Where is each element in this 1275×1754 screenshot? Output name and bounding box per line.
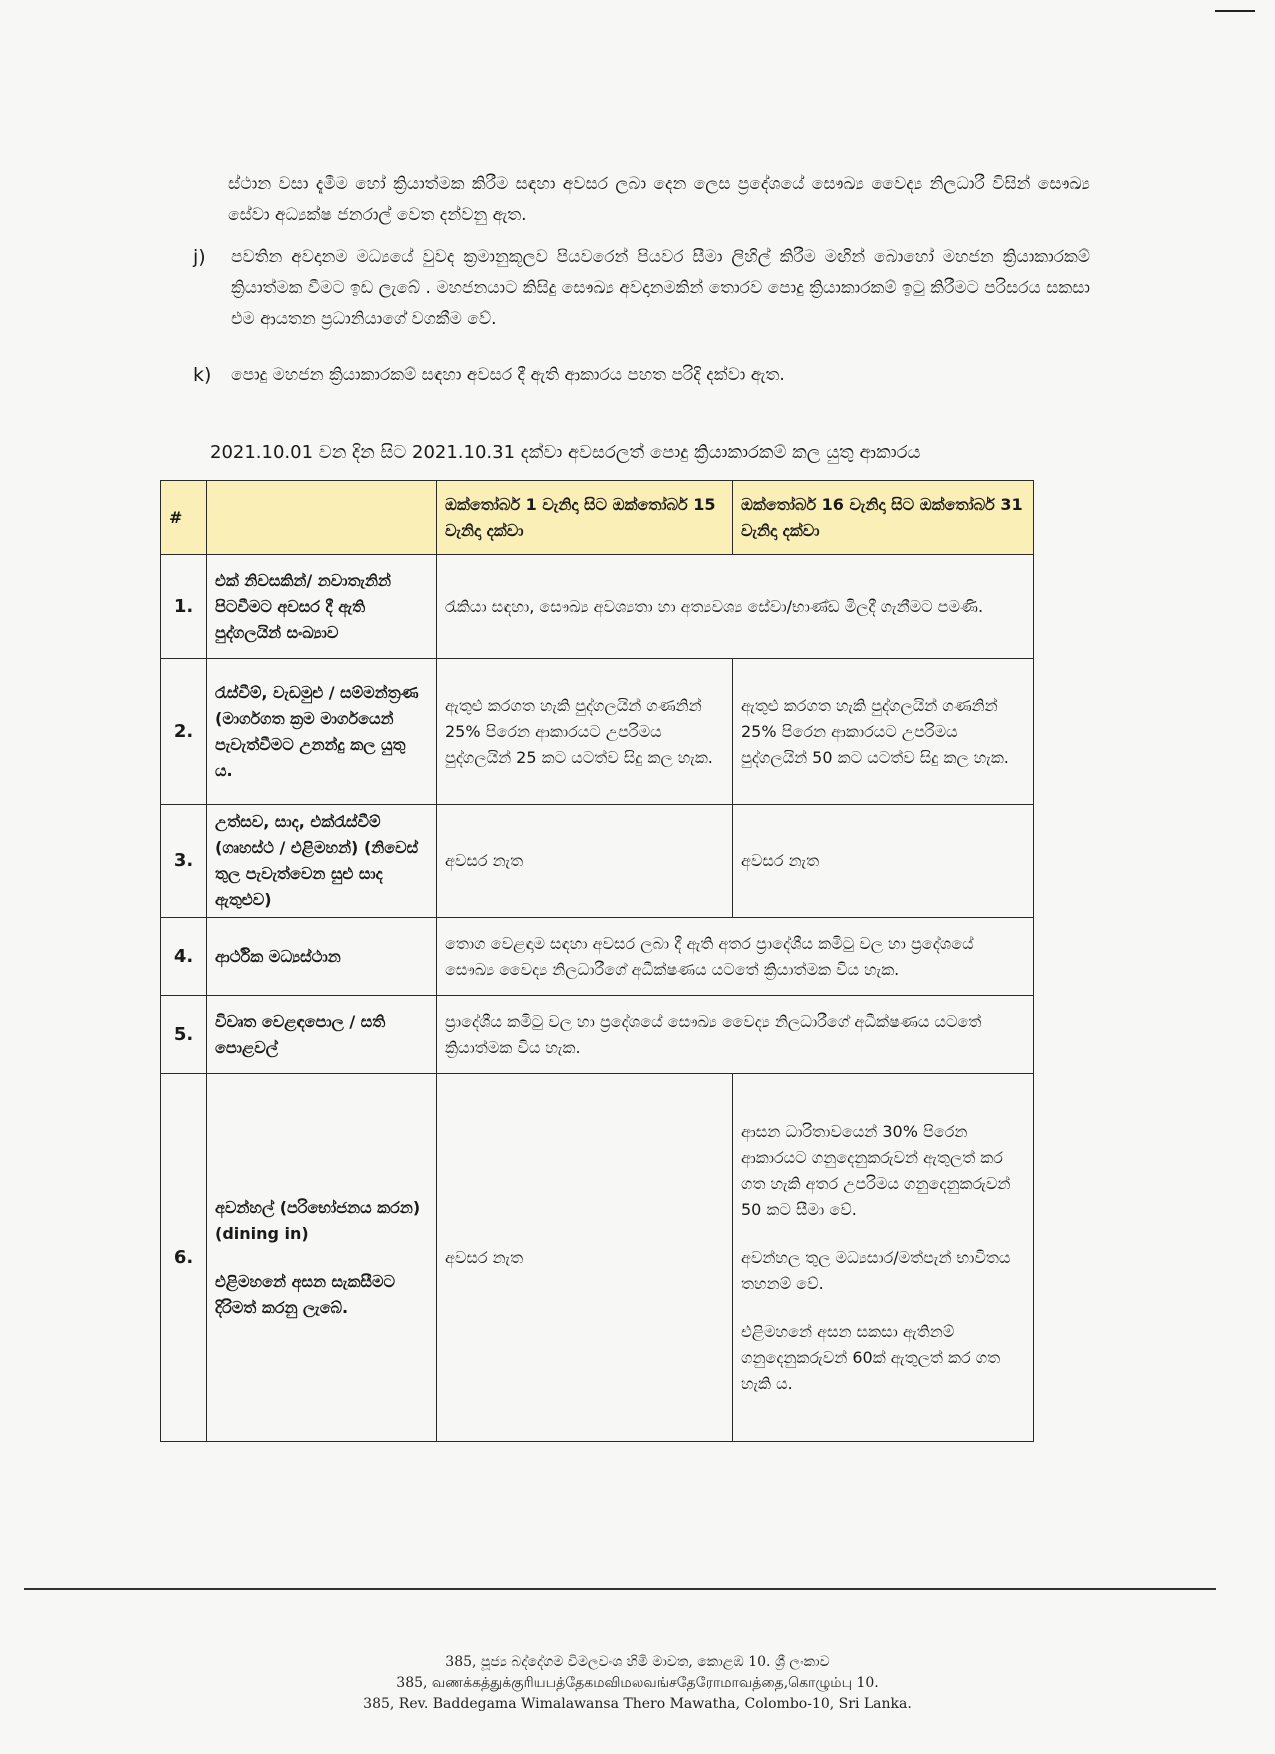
corner-mark	[1215, 10, 1255, 12]
row-number: 2.	[161, 659, 207, 805]
table-header-row	[161, 481, 1034, 555]
row-period-1-value: අවසර නැත	[437, 805, 733, 918]
table-row	[161, 555, 1034, 659]
row-subject: ආර්ථික මධ්‍යස්ථාන	[207, 918, 437, 996]
row-subject: එක් නිවසකින්/ නවාතැනින් පිටවීමට අවසර දී ඇති පුද්ගලයින් සංඛ්‍යාව	[207, 555, 437, 659]
header-number: #	[161, 481, 207, 555]
activities-table	[160, 480, 1034, 1442]
table-row	[161, 659, 1034, 805]
footer-address-english: 385, Rev. Baddegama Wimalawansa Thero Mawatha, Colombo-10, Sri Lanka.	[363, 1696, 912, 1712]
row-number: 1.	[161, 555, 207, 659]
row-number: 3.	[161, 805, 207, 918]
row-period-1-value: අවසර නැත	[437, 1074, 733, 1442]
row-number: 6.	[161, 1074, 207, 1442]
row-period-2-value	[733, 1074, 1034, 1442]
row-period-2-value: ඇතුළු කරගත හැකි පුද්ගලයින් ගණනින් 25% පිරෙන ආකාරයට උපරිමය පුද්ගලයින් 50 කට යටත්ව සිදු කල හැක.	[733, 659, 1034, 805]
list-label: j)	[193, 246, 206, 268]
row-subject	[207, 1074, 437, 1442]
row-number: 5.	[161, 996, 207, 1074]
row-number: 4.	[161, 918, 207, 996]
row-period-2-line: එළිමහනේ අසන සකසා ඇතිනම් ගනුදෙනුකරුවන් 60ක් ඇතුලත් කර ගත හැකි ය.	[741, 1321, 1001, 1393]
header-subject	[207, 481, 437, 555]
row-subject-line: එළිමහනේ අසන සැකසීමට දිරිමත් කරනු ලැබේ.	[215, 1271, 395, 1317]
row-period-2-line: ආසන ධාරිතාවයෙන් 30% පිරෙන ආකාරයට ගනුදෙනුකරුවන් ඇතුලත් කර ගත හැකි අතර උපරිමය ගනුදෙනුකරුවන් 50 කට සීමා වේ.	[741, 1121, 1011, 1219]
list-text: පවතින අවදානම මධ්‍යයේ වුවද ක්‍රමානුකූලව පියවරෙන් පියවර සීමා ලිහිල් කිරීම මඟින් බොහෝ මහජන ක්‍රියාකාරකම් ක්‍රියාත්මක වීමට ඉඩ ලැබේ . මහජනයාට කිසිදු සෞඛ්‍ය අවදානමකින් තොරව පොදු ක්‍රියාකාරකම් ඉටු කිරීමට පරිසරය සකසා එම ආයතන ප්‍රධානියාගේ වගකීම වේ.	[231, 247, 1090, 329]
table-row	[161, 996, 1034, 1074]
row-merged-value: ප්‍රාදේශීය කමිටු වල හා ප්‍රදේශයේ සෞඛ්‍ය වෛද්‍ය නිලධාරීගේ අධීක්ෂණය යටතේ ක්‍රියාත්මක විය හැක.	[437, 996, 1034, 1074]
row-subject: විවෘත වෙළඳපොල / සති පොළවල්	[207, 996, 437, 1074]
footer-address-sinhala: 385, පූජ්‍ය බද්දේගම විමලවංශ හිමි මාවත, කොළඹ 10. ශ්‍රී ලංකාව	[445, 1654, 830, 1670]
list-label: k)	[193, 364, 212, 386]
row-merged-value: තොග වෙළඳාම සඳහා අවසර ලබා දී ඇති අතර ප්‍රාදේශීය කමිටු වල හා ප්‍රදේශයේ සෞඛ්‍ය වෛද්‍ය නිලධාරීගේ අධීක්ෂණය යටතේ ක්‍රියාත්මක විය හැක.	[437, 918, 1034, 996]
table-title: 2021.10.01 වන දින සිට 2021.10.31 දක්වා අවසරලත් පොදු ක්‍රියාකාරකම් කල යුතු ආකාරය	[210, 442, 921, 463]
footer-address-tamil: 385, வணக்கத்துக்குரியபத்தேகமவிமலவங்சதேரோமாவத்தை,கொழும்பு 10.	[396, 1675, 879, 1691]
row-period-2-line: අවන්හල තුල මධ්‍යසාර/මත්පැන් භාවිතය තහනම් වේ.	[741, 1247, 1011, 1293]
footer-address	[0, 1652, 1275, 1715]
row-subject: රැස්වීම්, වැඩමුළු / සම්මන්ත්‍රණ (මාර්ගගත ක්‍රම මාර්ගයෙන් පැවැත්වීමට උනන්දු කල යුතු ය.	[207, 659, 437, 805]
header-period-2: ඔක්තෝබර් 16 වැනිදා සිට ඔක්තෝබර් 31 වැනිදා දක්වා	[733, 481, 1034, 555]
header-period-1: ඔක්තෝබර් 1 වැනිදා සිට ඔක්තෝබර් 15 වැනිදා දක්වා	[437, 481, 733, 555]
row-subject: උත්සව, සාද, එක්රැස්වීම් (ගෘහස්ථ / එළිමහන්) (නිවෙස් තුල පැවැත්වෙන සුළු සාද ඇතුළුව)	[207, 805, 437, 918]
row-period-1-value: ඇතුළු කරගත හැකි පුද්ගලයින් ගණනින් 25% පිරෙන ආකාරයට උපරිමය පුද්ගලයින් 25 කට යටත්ව සිදු කල හැක.	[437, 659, 733, 805]
table-row	[161, 1074, 1034, 1442]
list-text: පොදු මහජන ක්‍රියාකාරකම් සඳහා අවසර දී ඇති ආකාරය පහත පරිදි දක්වා ඇත.	[231, 365, 785, 385]
row-period-2-value: අවසර නැත	[733, 805, 1034, 918]
footer-divider	[24, 1588, 1216, 1590]
intro-paragraph: ස්ථාන වසා දැමීම හෝ ක්‍රියාත්මක කිරීම සඳහා අවසර ලබා දෙන ලෙස ප්‍රදේශයේ සෞඛ්‍ය වෛද්‍ය නිලධාරී විසින් සෞඛ්‍ය සේවා අධ්‍යක්ෂ ජනරාල් වෙත දන්වනු ඇත.	[228, 174, 1090, 225]
row-subject-line: අවන්හල් (පරිභෝජනය කරන) (dining in)	[215, 1197, 421, 1243]
row-merged-value: රැකියා සඳහා, සෞඛ්‍ය අවශ්‍යතා හා අත්‍යවශ්‍ය සේවා/භාණ්ඩ මිලදී ගැනීමට පමණි.	[437, 555, 1034, 659]
table-row	[161, 918, 1034, 996]
table-row	[161, 805, 1034, 918]
